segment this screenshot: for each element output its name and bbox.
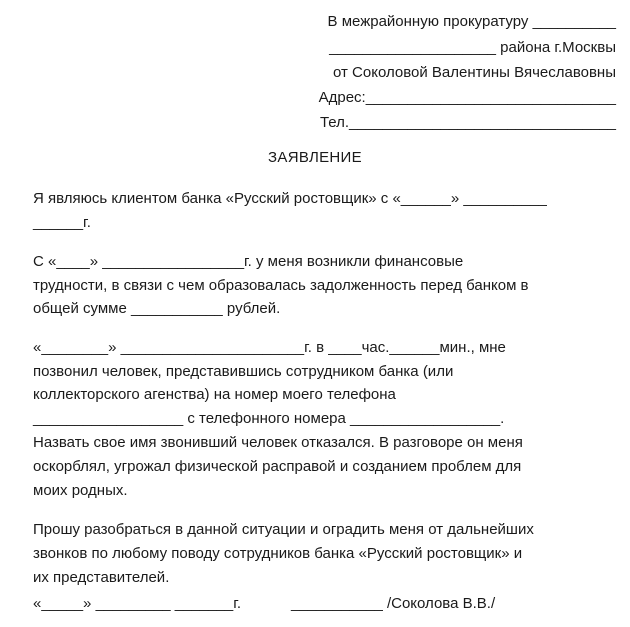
paragraph-line: их представителей. — [33, 569, 170, 586]
paragraph-line: __________________ с телефонного номера __________________. — [33, 410, 505, 427]
paragraph-line: Назвать свое имя звонивший человек отказался. В разговоре он меня — [33, 434, 523, 451]
paragraph-line: Я являюсь клиентом банка «Русский ростовщик» с «______» __________ — [33, 190, 547, 207]
addressee-line-prosecutor: В межрайонную прокуратуру __________ — [327, 13, 616, 30]
addressee-line-district: ____________________ района г.Москвы — [329, 39, 616, 56]
paragraph-line: ______г. — [33, 214, 91, 231]
paragraph-line: оскорблял, угрожал физической расправой и созданием проблем для — [33, 458, 522, 475]
paragraph-line: трудности, в связи с чем образовалась задолженность перед банком в — [33, 277, 529, 294]
paragraph-line: «________» ______________________г. в ____час.______мин., мне — [33, 339, 506, 356]
paragraph-line: моих родных. — [33, 482, 128, 499]
sender-phone-line: Тел.________________________________ — [319, 114, 616, 131]
paragraph-line: Прошу разобраться в данной ситуации и оградить меня от дальнейших — [33, 521, 534, 538]
paragraph-line: С «____» _________________г. у меня возникли финансовые — [33, 253, 464, 270]
paragraph-line: общей сумме ___________ рублей. — [33, 300, 281, 317]
sender-name-line: от Соколовой Валентины Вячеславовны — [332, 64, 616, 81]
paragraph-line: коллекторского агенства) на номер моего телефона — [33, 386, 396, 403]
paragraph-line: позвонил человек, представившись сотрудником банка (или — [33, 363, 454, 380]
paragraph-line: звонков по любому поводу сотрудников банка «Русский ростовщик» и — [33, 545, 523, 562]
sender-address-line: Адрес:______________________________ — [318, 89, 616, 106]
signature-date-line: «_____» _________ _______г. ___________ /Соколова В.В./ — [33, 595, 496, 612]
document-title: ЗАЯВЛЕНИЕ — [268, 149, 362, 166]
